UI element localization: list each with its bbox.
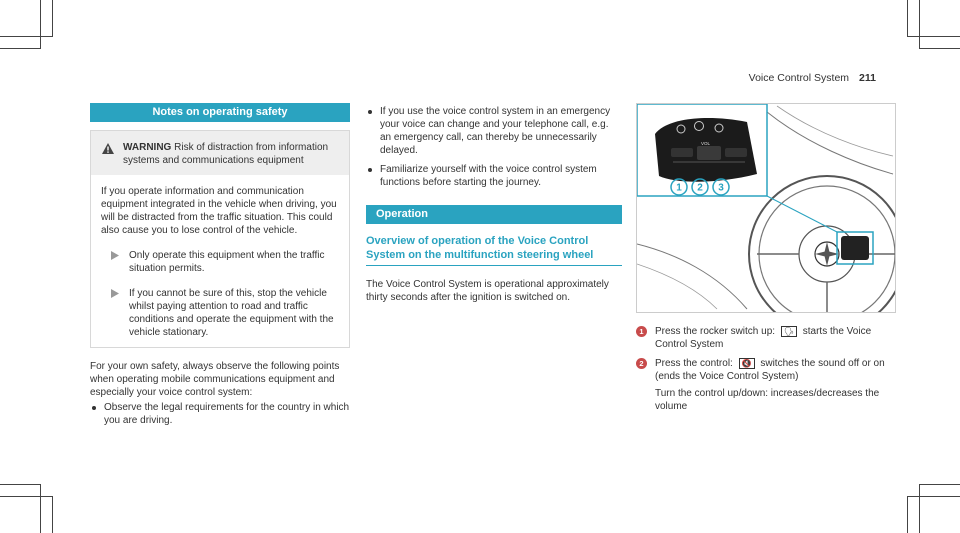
warning-header (91, 131, 349, 175)
arrow-right-icon (111, 251, 119, 275)
crop-mark (52, 497, 53, 533)
crop-mark (52, 0, 53, 36)
vol-label: VOL (701, 141, 711, 146)
callout-1: 1 (676, 182, 682, 194)
step-item (636, 325, 896, 351)
page-header (749, 72, 876, 84)
crop-mark (919, 485, 920, 533)
middle-column (366, 103, 622, 304)
header-title: Voice Control System (748, 72, 850, 84)
warning-action-text: If you cannot be sure of this, stop the vehicle whilst paying attention to road and traffic conditions and operate the equipment with the vehicle stationary. (129, 288, 334, 338)
step-text (655, 325, 896, 351)
step-text-pre: Press the rocker switch up: (655, 326, 776, 337)
bullet-icon (92, 406, 96, 410)
callout-2: 2 (697, 182, 703, 194)
step-list (636, 325, 896, 413)
middle-list (366, 105, 622, 189)
subheading-overview: Overview of operation of the Voice Control System on the multifunction steering wheel (366, 234, 622, 266)
crop-mark (907, 496, 960, 497)
safety-paragraph: For your own safety, always observe the following points when operating mobile communications equipment and especially your voice control system: (90, 361, 340, 398)
callout-3: 3 (718, 182, 724, 194)
step-text-post: starts the Voice Control System (655, 326, 872, 350)
crop-mark (0, 36, 53, 37)
arrow-right-icon (111, 289, 119, 339)
step-item (636, 357, 896, 413)
crop-mark (0, 484, 41, 485)
step-number: 2 (636, 358, 647, 369)
left-column (90, 103, 350, 433)
steering-wheel-figure (636, 103, 896, 313)
steering-wheel-illustration (637, 104, 895, 312)
crop-mark (0, 48, 41, 49)
warning-action-text: Only operate this equipment when the traffic situation permits. (129, 250, 325, 274)
crop-mark (907, 0, 908, 36)
crop-mark (907, 36, 960, 37)
voice-control-icon: 🗣 (781, 326, 797, 337)
warning-text (123, 141, 339, 167)
crop-mark (919, 0, 920, 48)
step-text-pre: Press the control: (655, 358, 733, 369)
crop-mark (40, 0, 41, 48)
section-title-operation: Operation (366, 205, 622, 224)
warning-description: Risk of distraction from information systems and communications equipment (123, 142, 329, 166)
step-number: 1 (636, 326, 647, 337)
right-column (636, 103, 896, 419)
list-item-text: If you use the voice control system in an emergency your voice can change and your telephone call, e.g. an emergency call, can thereby be unnecessarily delayed. (380, 106, 611, 156)
list-item (366, 163, 622, 189)
step-text (655, 357, 896, 413)
safety-list (90, 401, 350, 427)
operation-paragraph: The Voice Control System is operational approximately thirty seconds after the ignition is switched on. (366, 279, 609, 303)
crop-mark (919, 48, 960, 49)
mute-icon: 🔇 (739, 358, 755, 369)
list-item-text: Observe the legal requirements for the country in which you are driving. (104, 402, 350, 426)
bullet-icon (368, 110, 372, 114)
section-title-safety: Notes on operating safety (90, 103, 350, 122)
warning-action (111, 249, 339, 275)
list-item (366, 105, 622, 157)
warning-paragraph: If you operate information and communication equipment integrated in the vehicle when driving, you will be distracted from the traffic situation. This could also cause you to lose control of the vehicle. (101, 186, 337, 236)
crop-mark (0, 496, 53, 497)
warning-body (91, 175, 349, 347)
warning-label: WARNING (123, 142, 172, 153)
warning-triangle-icon (101, 142, 115, 167)
bullet-icon (368, 168, 372, 172)
page-number: 211 (859, 72, 876, 84)
warning-box (90, 130, 350, 348)
list-item-text: Familiarize yourself with the voice control system functions before starting the journey. (380, 164, 597, 188)
crop-mark (919, 484, 960, 485)
warning-action (111, 287, 339, 339)
step-text-post: switches the sound off or on (ends the Voice Control System) (655, 358, 885, 382)
crop-mark (40, 485, 41, 533)
crop-mark (907, 497, 908, 533)
step-extra: Turn the control up/down: increases/decreases the volume (655, 388, 880, 412)
list-item (90, 401, 350, 427)
